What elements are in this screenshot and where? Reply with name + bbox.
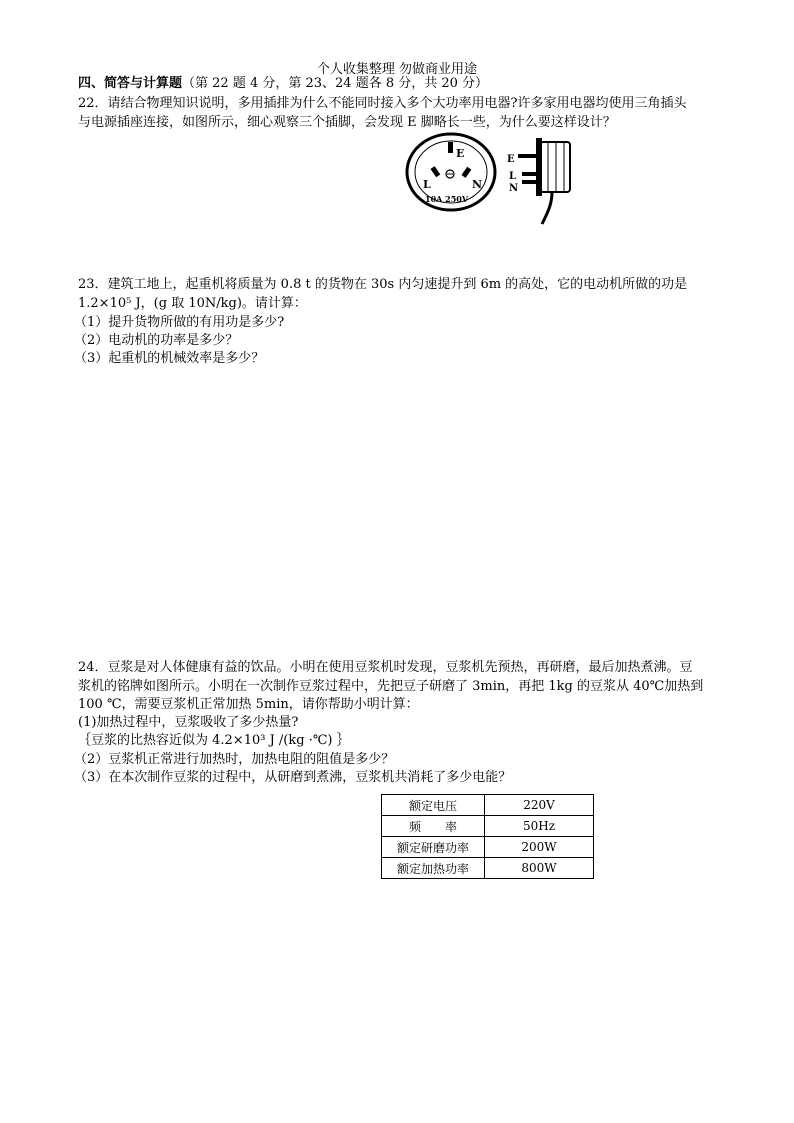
plug-label-e: E [507,154,515,165]
nameplate-row [382,858,594,879]
q24-line-1: 24．豆浆是对人体健康有益的饮品。小明在使用豆浆机时发现，豆浆机先预热，再研磨，最后加热煮沸。豆 [78,660,693,675]
q23-sub-3: （3）起重机的机械效率是多少？ [74,351,265,366]
socket-label-n: N [472,178,483,191]
q22-line-2: 与电源插座连接，如图所示，细心观察三个插脚，会发现 E 脚略长一些，为什么要这样设计？ [78,115,616,130]
q24-sub-1-note: ｛豆浆的比热容近似为 4.2×10³ J /(kg ·℃) ｝ [78,733,350,748]
socket-rating: 10A 250V [425,194,469,204]
q23-sub-2: （2）电动机的功率是多少？ [74,333,239,348]
nameplate-label: 额定研磨功率 [382,837,485,858]
nameplate-label: 额定电压 [382,795,485,816]
socket-figure [404,132,500,216]
socket-label-e: E [456,147,465,160]
plug-label-l: L [509,171,517,182]
nameplate-label: 额定加热功率 [382,858,485,879]
q24-sub-1: (1)加热过程中，豆浆吸收了多少热量? [78,715,299,730]
page-header: 个人收集整理 勿做商业用途 [316,62,478,77]
plug-label-n: N [509,183,519,194]
nameplate-value: 220V [485,795,594,816]
nameplate-row [382,837,594,858]
plug-figure [504,134,584,228]
plug-l-pin [522,172,536,176]
nameplate-value: 200W [485,837,594,858]
q24-line-2: 浆机的铭牌如图所示。小明在一次制作豆浆过程中，先把豆子研磨了 3min，再把 1kg 的豆浆从 40℃加热到 [78,679,704,694]
q23-line-1: 23．建筑工地上，起重机将质量为 0.8 t 的货物在 30s 内匀速提升到 6m 的高处，它的电动机所做的功是 [78,277,688,292]
nameplate-value: 50Hz [485,816,594,837]
plug-n-pin [522,180,536,184]
nameplate-table [381,794,594,879]
nameplate-value: 800W [485,858,594,879]
nameplate-row [382,795,594,816]
plug-e-pin [518,154,536,158]
q23-sub-1: （1）提升货物所做的有用功是多少? [74,315,285,330]
socket-e-slot [448,142,453,153]
socket-label-l: L [423,178,431,191]
nameplate-label: 频 率 [382,816,485,837]
q23-line-2: 1.2×10⁵ J，(g 取 10N/kg)。请计算： [78,296,307,311]
q24-sub-3: （3）在本次制作豆浆的过程中，从研磨到煮沸，豆浆机共消耗了多少电能？ [74,770,512,785]
q22-line-1: 22．请结合物理知识说明，多用插排为什么不能同时接入多个大功率用电器?许多家用电器均使用三角插头 [78,96,687,111]
q24-line-3: 100 ℃，需要豆浆机正常加热 5min，请你帮助小明计算： [78,697,419,712]
q24-sub-2: （2）豆浆机正常进行加热时，加热电阻的阻值是多少？ [74,752,395,767]
section-title: 四、简答与计算题 [78,76,183,91]
section-heading [78,76,488,92]
section-note: （第 22 题 4 分，第 23、24 题各 8 分，共 20 分） [182,76,489,91]
nameplate-row [382,816,594,837]
